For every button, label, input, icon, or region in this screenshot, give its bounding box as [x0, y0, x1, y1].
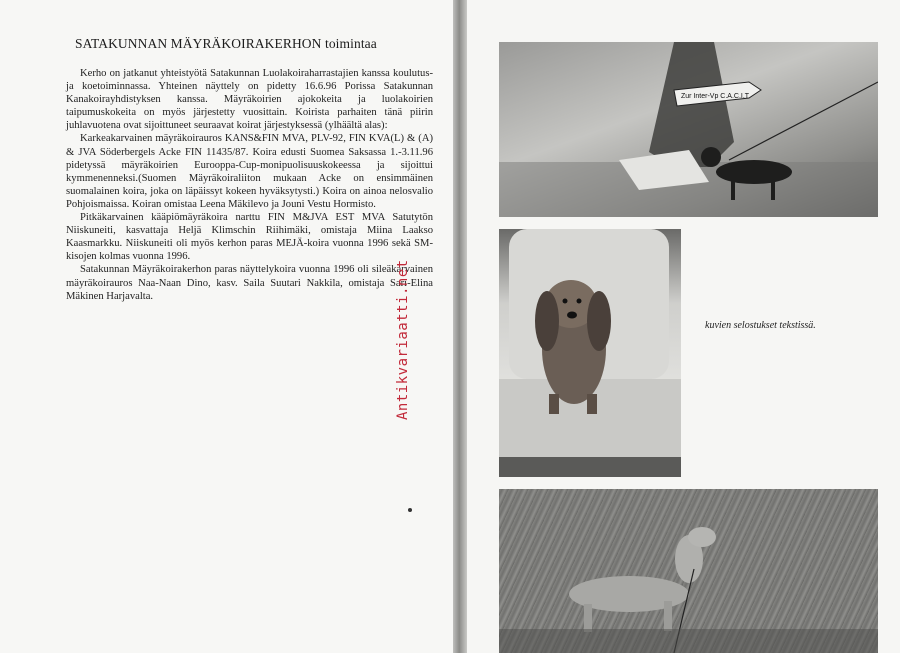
book-gutter — [453, 0, 467, 653]
paragraph-dino: Satakunnan Mäyräkoirakerhon paras näyttelykoira vuonna 1996 oli sileäkarvainen mäyräkoirauros Naa-Naan Dino, kasv. Saila Suutari Nakkila, omistaja Sari-Elina Mäkinen Harjavalta. — [66, 264, 433, 302]
paragraph-niiskuneiti: Pitkäkarvainen kääpiömäyräkoira narttu FIN M&JVA EST MVA Satutytön Niiskuneiti, kasvattaja Heljä Klimschin Riihimäki, omistaja Miina Laakso Kaasmarkku. Niiskuneiti oli myös kerhon paras MEJÄ-koira vuonna 1996 sekä SM-kisojen kolmas vuonna 1996. — [66, 212, 433, 263]
photo-dog-on-chair — [499, 229, 681, 477]
sign-text: Zur Inter-Vp C.A.C.I.T — [681, 93, 750, 100]
watermark-text: Antikvariaatti.net — [395, 259, 411, 420]
article-heading: SATAKUNNAN MÄYRÄKOIRAKERHON toimintaa — [75, 36, 377, 51]
photo-dog-with-sign-illustration — [499, 42, 878, 217]
article-body — [66, 67, 433, 303]
photo-dog-on-chair-illustration — [499, 229, 681, 477]
photo-dog-on-leaves — [499, 489, 878, 653]
photo-dog-on-leaves-illustration — [499, 489, 878, 653]
photo-caption: kuvien selostukset tekstissä. — [705, 320, 816, 331]
paragraph-intro: Kerho on jatkanut yhteistyötä Satakunnan Luolakoiraharrastajien kanssa koulutus- ja koetoiminnassa. Yhteinen näyttely on pidetty 16.6.96 Porissa Satakunnan Kanakoirayhdistyksen kanssa. Mäyräkoirien ajokokeita ja luolakoirien taipumuskokeita on myös järjestetty vuosittain. Koirista parhaiten tänä piirin juhlavuotena ovat sijoittuneet seuraavat koirat järjestyksessä (ylhäältä alas): — [66, 68, 433, 132]
photo-dog-with-sign — [499, 42, 878, 217]
page-speck — [408, 508, 412, 512]
paragraph-acke: Karkeakarvainen mäyräkoirauros KANS&FIN MVA, PLV-92, FIN KVA(L) & (A) & JVA Söderbergels Acke FIN 11435/87. Koira edusti Suomea Saksassa 1.-3.11.96 pidetyssä mäyräkoirien Eurooppa-Cup-monipuolisuuskokeessa ja sijoittui kymmenenneksi.(Suomen Mäyräkoiraliiton mukaan Acke on ensimmäinen suomalainen koira, joka on läpäissyt kokeen hyväksytysti.) Koira on ainoa nelosvalio Pohjoismaissa. Koiran omistaa Leena Mäkilevo ja Jouni Vestu Hormisto. — [66, 133, 433, 210]
